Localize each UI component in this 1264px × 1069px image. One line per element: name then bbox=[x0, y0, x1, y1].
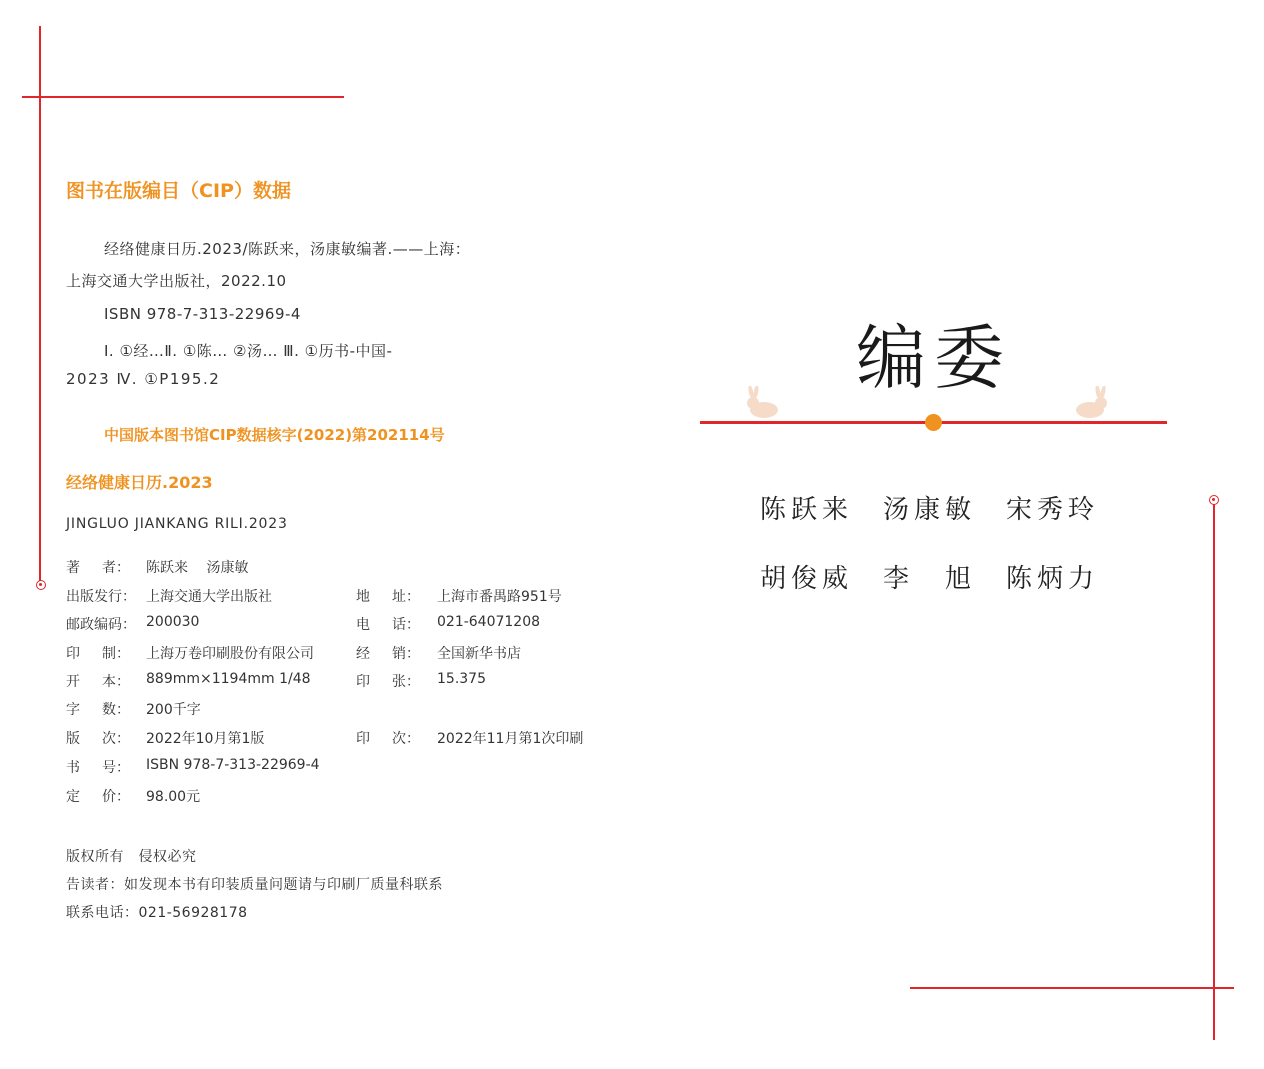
copyright-notice: 告读者：如发现本书有印装质量问题请与印刷厂质量科联系 bbox=[66, 877, 443, 893]
cip-classification-2: 2023 Ⅳ. ①P195.2 bbox=[66, 370, 221, 388]
editor-name: 陈炳力 bbox=[1006, 564, 1100, 594]
field-value: 陈跃来 汤康敏 bbox=[146, 560, 249, 576]
cip-line-1: 经络健康日历.2023/陈跃来，汤康敏编著.——上海： bbox=[104, 240, 471, 258]
field-label: 开 本： bbox=[66, 674, 130, 690]
copyright-phone: 联系电话：021-56928178 bbox=[66, 905, 248, 921]
field-label: 地 址： bbox=[356, 589, 420, 605]
field-value: 2022年11月第1次印刷 bbox=[437, 731, 584, 747]
field-label: 邮政编码： bbox=[66, 617, 136, 633]
field-value: 上海交通大学出版社 bbox=[146, 589, 272, 605]
field-value: ISBN 978-7-313-22969-4 bbox=[146, 757, 320, 773]
field-label: 出版发行： bbox=[66, 589, 136, 605]
cip-isbn: ISBN 978-7-313-22969-4 bbox=[104, 305, 301, 323]
registration-mark-left bbox=[36, 580, 46, 590]
divider-dot bbox=[925, 414, 942, 431]
cip-classification-1: Ⅰ. ①经…Ⅱ. ①陈… ②汤… Ⅲ. ①历书-中国- bbox=[104, 342, 393, 360]
field-label: 字 数： bbox=[66, 702, 130, 718]
book-title: 经络健康日历.2023 bbox=[66, 473, 213, 492]
registration-mark-right bbox=[1209, 495, 1219, 505]
field-value: 2022年10月第1版 bbox=[146, 731, 265, 747]
field-value: 200030 bbox=[146, 614, 200, 630]
field-value: 98.00元 bbox=[146, 789, 201, 805]
field-label: 定 价： bbox=[66, 789, 130, 805]
field-value: 上海万卷印刷股份有限公司 bbox=[146, 646, 314, 662]
field-value: 889mm×1194mm 1/48 bbox=[146, 671, 311, 687]
crop-mark-horizontal-top bbox=[22, 96, 344, 98]
editor-name: 李 旭 bbox=[883, 564, 977, 594]
editor-name: 宋秀玲 bbox=[1006, 495, 1100, 525]
field-label: 书 号： bbox=[66, 760, 130, 776]
editor-row-2 bbox=[760, 558, 1099, 595]
field-label: 印 张： bbox=[356, 674, 420, 690]
editor-name: 陈跃来 bbox=[760, 495, 854, 525]
field-label: 电 话： bbox=[356, 617, 420, 633]
field-value: 15.375 bbox=[437, 671, 486, 687]
crop-mark-vertical-left bbox=[39, 26, 41, 582]
field-value: 200千字 bbox=[146, 702, 201, 718]
field-label: 印 次： bbox=[356, 731, 420, 747]
field-value: 全国新华书店 bbox=[437, 646, 521, 662]
field-value: 上海市番禺路951号 bbox=[437, 589, 562, 605]
cip-verify-number: 中国版本图书馆CIP数据核字(2022)第202114号 bbox=[104, 426, 445, 444]
editor-row-1 bbox=[760, 489, 1099, 526]
field-label: 著 者： bbox=[66, 560, 130, 576]
field-label: 印 制： bbox=[66, 646, 130, 662]
cip-heading: 图书在版编目（CIP）数据 bbox=[66, 180, 291, 202]
crop-mark-vertical-right bbox=[1213, 503, 1215, 1040]
book-pinyin-title: JINGLUO JIANKANG RILI.2023 bbox=[66, 516, 288, 532]
copyright-rights: 版权所有 侵权必究 bbox=[66, 849, 197, 865]
editor-name: 胡俊威 bbox=[760, 564, 854, 594]
rabbit-icon bbox=[1074, 386, 1110, 418]
field-value: 021-64071208 bbox=[437, 614, 541, 630]
crop-mark-horizontal-bottom bbox=[910, 987, 1234, 989]
rabbit-icon bbox=[744, 386, 780, 418]
editor-name: 汤康敏 bbox=[883, 495, 977, 525]
field-label: 版 次： bbox=[66, 731, 130, 747]
cip-line-2: 上海交通大学出版社，2022.10 bbox=[66, 272, 287, 290]
field-label: 经 销： bbox=[356, 646, 420, 662]
editorial-board-title: 编委 bbox=[856, 317, 1012, 399]
